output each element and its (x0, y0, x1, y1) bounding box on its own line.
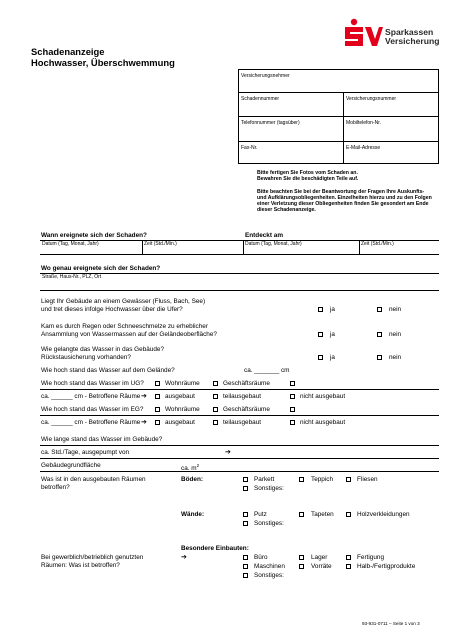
fliesen-checkbox[interactable] (346, 477, 351, 482)
obligations-note: Bitte beachten Sie bei der Beantwortung der Fragen Ihre Auskunfts- und Aufklärungsobliegenheiten. Einzelheiten hierzu und zu den Folgen einer Verletzung dieser Obliegenheiten finden Sie gesondert am Ende dieser Schadenanzeige. (257, 189, 432, 213)
title-line-2: Hochwasser, Überschwemmung (31, 57, 175, 68)
q3-no-label: nein (389, 354, 402, 361)
q3-yes-label: ja (330, 354, 335, 361)
eg-arrow-icon: ➔ (141, 419, 147, 426)
holz-checkbox[interactable] (346, 512, 351, 517)
logo (343, 18, 443, 48)
eg-wohn-checkbox[interactable] (155, 407, 160, 412)
q1-no-label: nein (389, 306, 402, 313)
floors-other-label: Sonstiges: (254, 485, 284, 492)
q2-no-label: nein (389, 331, 402, 338)
when-heading: Wann ereignete sich der Schaden? (41, 232, 147, 239)
vorraete-checkbox[interactable] (299, 564, 304, 569)
halb-checkbox[interactable] (346, 564, 351, 569)
buero-label: Büro (254, 554, 268, 561)
buero-checkbox[interactable] (243, 555, 248, 560)
parkett-checkbox[interactable] (243, 477, 248, 482)
ug-wohn-checkbox[interactable] (155, 381, 160, 386)
sparkassen-logo-icon (343, 18, 383, 48)
fertigung-label: Fertigung (357, 554, 384, 561)
special-heading: Besondere Einbauten: (181, 545, 249, 552)
special-other-checkbox[interactable] (243, 573, 248, 578)
fertigung-checkbox[interactable] (346, 555, 351, 560)
eg-ausgebaut-label: ausgebaut (165, 419, 195, 426)
eg-nicht-checkbox[interactable] (290, 420, 295, 425)
pumped-arrow-icon: ➔ (225, 449, 231, 456)
eg-teil-label: teilausgebaut (223, 419, 262, 426)
area-value: ca. m (181, 465, 197, 473)
q2-yes-checkbox[interactable] (318, 332, 323, 337)
question-rain: Kam es durch Regen oder Schneeschmelze zu erheblicher Ansammlung von Wassermassen auf der Geländeoberfläche? (41, 323, 217, 338)
discovered-heading: Entdeckt am (245, 232, 284, 239)
field-versicherungsnummer[interactable]: Versicherungsnummer (346, 96, 397, 102)
logo-text-1: Sparkassen (385, 27, 434, 37)
field-versicherungsnehmer[interactable]: Versicherungsnehmer (241, 73, 290, 79)
damage-date-field[interactable]: Datum (Tag, Monat, Jahr) (42, 241, 99, 247)
field-email[interactable]: E-Mail-Adresse (346, 145, 381, 151)
walls-other-checkbox[interactable] (243, 521, 248, 526)
q3-yes-checkbox[interactable] (318, 355, 323, 360)
duration-field[interactable]: ca. Std./Tage, ausgepumpt von (41, 449, 130, 456)
eg-nicht-label: nicht ausgebaut (300, 419, 346, 426)
question-eg: Wie hoch stand das Wasser im EG? (41, 406, 144, 413)
eg-teil-checkbox[interactable] (213, 420, 218, 425)
lager-label: Lager (311, 554, 328, 561)
question-affected: Was ist in den ausgebauten Räumen betroffen? (41, 476, 146, 491)
putz-label: Putz (254, 511, 267, 518)
fliesen-label: Fliesen (357, 476, 378, 483)
ug-extra-checkbox[interactable] (290, 381, 295, 386)
ug-teil-checkbox[interactable] (213, 394, 218, 399)
field-telefon[interactable]: Telefonnummer (tagsüber) (241, 120, 300, 126)
eg-geschaeft-checkbox[interactable] (213, 407, 218, 412)
q1-no-checkbox[interactable] (377, 307, 382, 312)
holz-label: Holzverkleidungen (357, 511, 410, 518)
q1-yes-label: ja (330, 306, 335, 313)
discovered-time-field[interactable]: Zeit (Std./Min.) (361, 241, 394, 247)
field-mobil[interactable]: Mobiltelefon-Nr. (346, 120, 382, 126)
question-business: Bei gewerblich/betrieblich genutzten Räumen: Was ist betroffen? (41, 554, 144, 569)
question-duration: Wie lange stand das Wasser im Gebäude? (41, 436, 163, 443)
ug-arrow-icon: ➔ (141, 393, 147, 400)
tapeten-checkbox[interactable] (299, 512, 304, 517)
ug-geschaeft-label: Geschäftsräume (223, 380, 270, 387)
special-arrow-icon: ➔ (181, 554, 187, 561)
walls-label: Wände: (181, 511, 205, 518)
ug-wohn-label: Wohnräume (165, 380, 200, 387)
halb-label: Halb-/Fertigprodukte (357, 563, 416, 570)
form-footer: 93-931-0711 – Seite 1 von 3 (362, 621, 420, 626)
ug-ausgebaut-checkbox[interactable] (155, 394, 160, 399)
vorraete-label: Vorräte (311, 563, 332, 570)
maschinen-checkbox[interactable] (243, 564, 248, 569)
maschinen-label: Maschinen (254, 563, 285, 570)
question-ground-level: Wie hoch stand das Wasser auf dem Gelände? (41, 367, 175, 374)
floors-label: Böden: (181, 476, 204, 483)
walls-other-label: Sonstiges: (254, 520, 284, 527)
eg-geschaeft-label: Geschäftsräume (223, 406, 270, 413)
putz-checkbox[interactable] (243, 512, 248, 517)
lager-checkbox[interactable] (299, 555, 304, 560)
special-other-label: Sonstiges: (254, 572, 284, 579)
logo-text-2: Versicherung (385, 36, 440, 46)
eg-height-field[interactable]: ca. ______ cm - Betroffene Räume (41, 419, 141, 426)
discovered-date-field[interactable]: Datum (Tag, Monat, Jahr) (245, 241, 302, 247)
field-fax[interactable]: Fax-Nr. (241, 145, 258, 151)
area-unit-sup: 2 (196, 463, 200, 468)
tapeten-label: Tapeten (311, 511, 334, 518)
damage-time-field[interactable]: Zeit (Std./Min.) (144, 241, 177, 247)
ground-level-value[interactable]: ca. _______ cm (244, 367, 290, 374)
address-field[interactable]: Straße, Haus-Nr., PLZ, Ort (42, 274, 102, 280)
photo-note: Bitte fertigen Sie Fotos vom Schaden an. Bewahren Sie die beschädigten Teile auf. (257, 170, 359, 182)
ug-geschaeft-checkbox[interactable] (213, 381, 218, 386)
question-ug: Wie hoch stand das Wasser im UG? (41, 380, 144, 387)
ug-teil-label: teilausgebaut (223, 393, 262, 400)
ug-height-field[interactable]: ca. ______ cm - Betroffene Räume (41, 393, 141, 400)
q2-no-checkbox[interactable] (377, 332, 382, 337)
parkett-label: Parkett (254, 476, 275, 483)
page-title (31, 46, 175, 68)
eg-wohn-label: Wohnräume (165, 406, 200, 413)
eg-ausgebaut-checkbox[interactable] (155, 420, 160, 425)
q1-yes-checkbox[interactable] (318, 307, 323, 312)
ug-nicht-checkbox[interactable] (290, 394, 295, 399)
eg-extra-checkbox[interactable] (290, 407, 295, 412)
title-line-1: Schadenanzeige (31, 46, 105, 57)
question-waterbody: Liegt Ihr Gebäude an einem Gewässer (Fluss, Bach, See) und tret dieses infolge Hochwasser über die Ufer? (41, 298, 206, 313)
question-entry: Wie gelangte das Wasser in das Gebäude? Rückstausicherung vorhanden? (41, 346, 165, 361)
q2-yes-label: ja (330, 331, 335, 338)
teppich-checkbox[interactable] (299, 477, 304, 482)
field-schadennummer[interactable]: Schadennummer (241, 96, 280, 102)
q3-no-checkbox[interactable] (377, 355, 382, 360)
area-label: Gebäudegrundfläche (41, 462, 101, 469)
ug-ausgebaut-label: ausgebaut (165, 393, 195, 400)
where-heading: Wo genau ereignete sich der Schaden? (41, 265, 161, 272)
ug-nicht-label: nicht ausgebaut (300, 393, 346, 400)
teppich-label: Teppich (311, 476, 334, 483)
floors-other-checkbox[interactable] (243, 486, 248, 491)
